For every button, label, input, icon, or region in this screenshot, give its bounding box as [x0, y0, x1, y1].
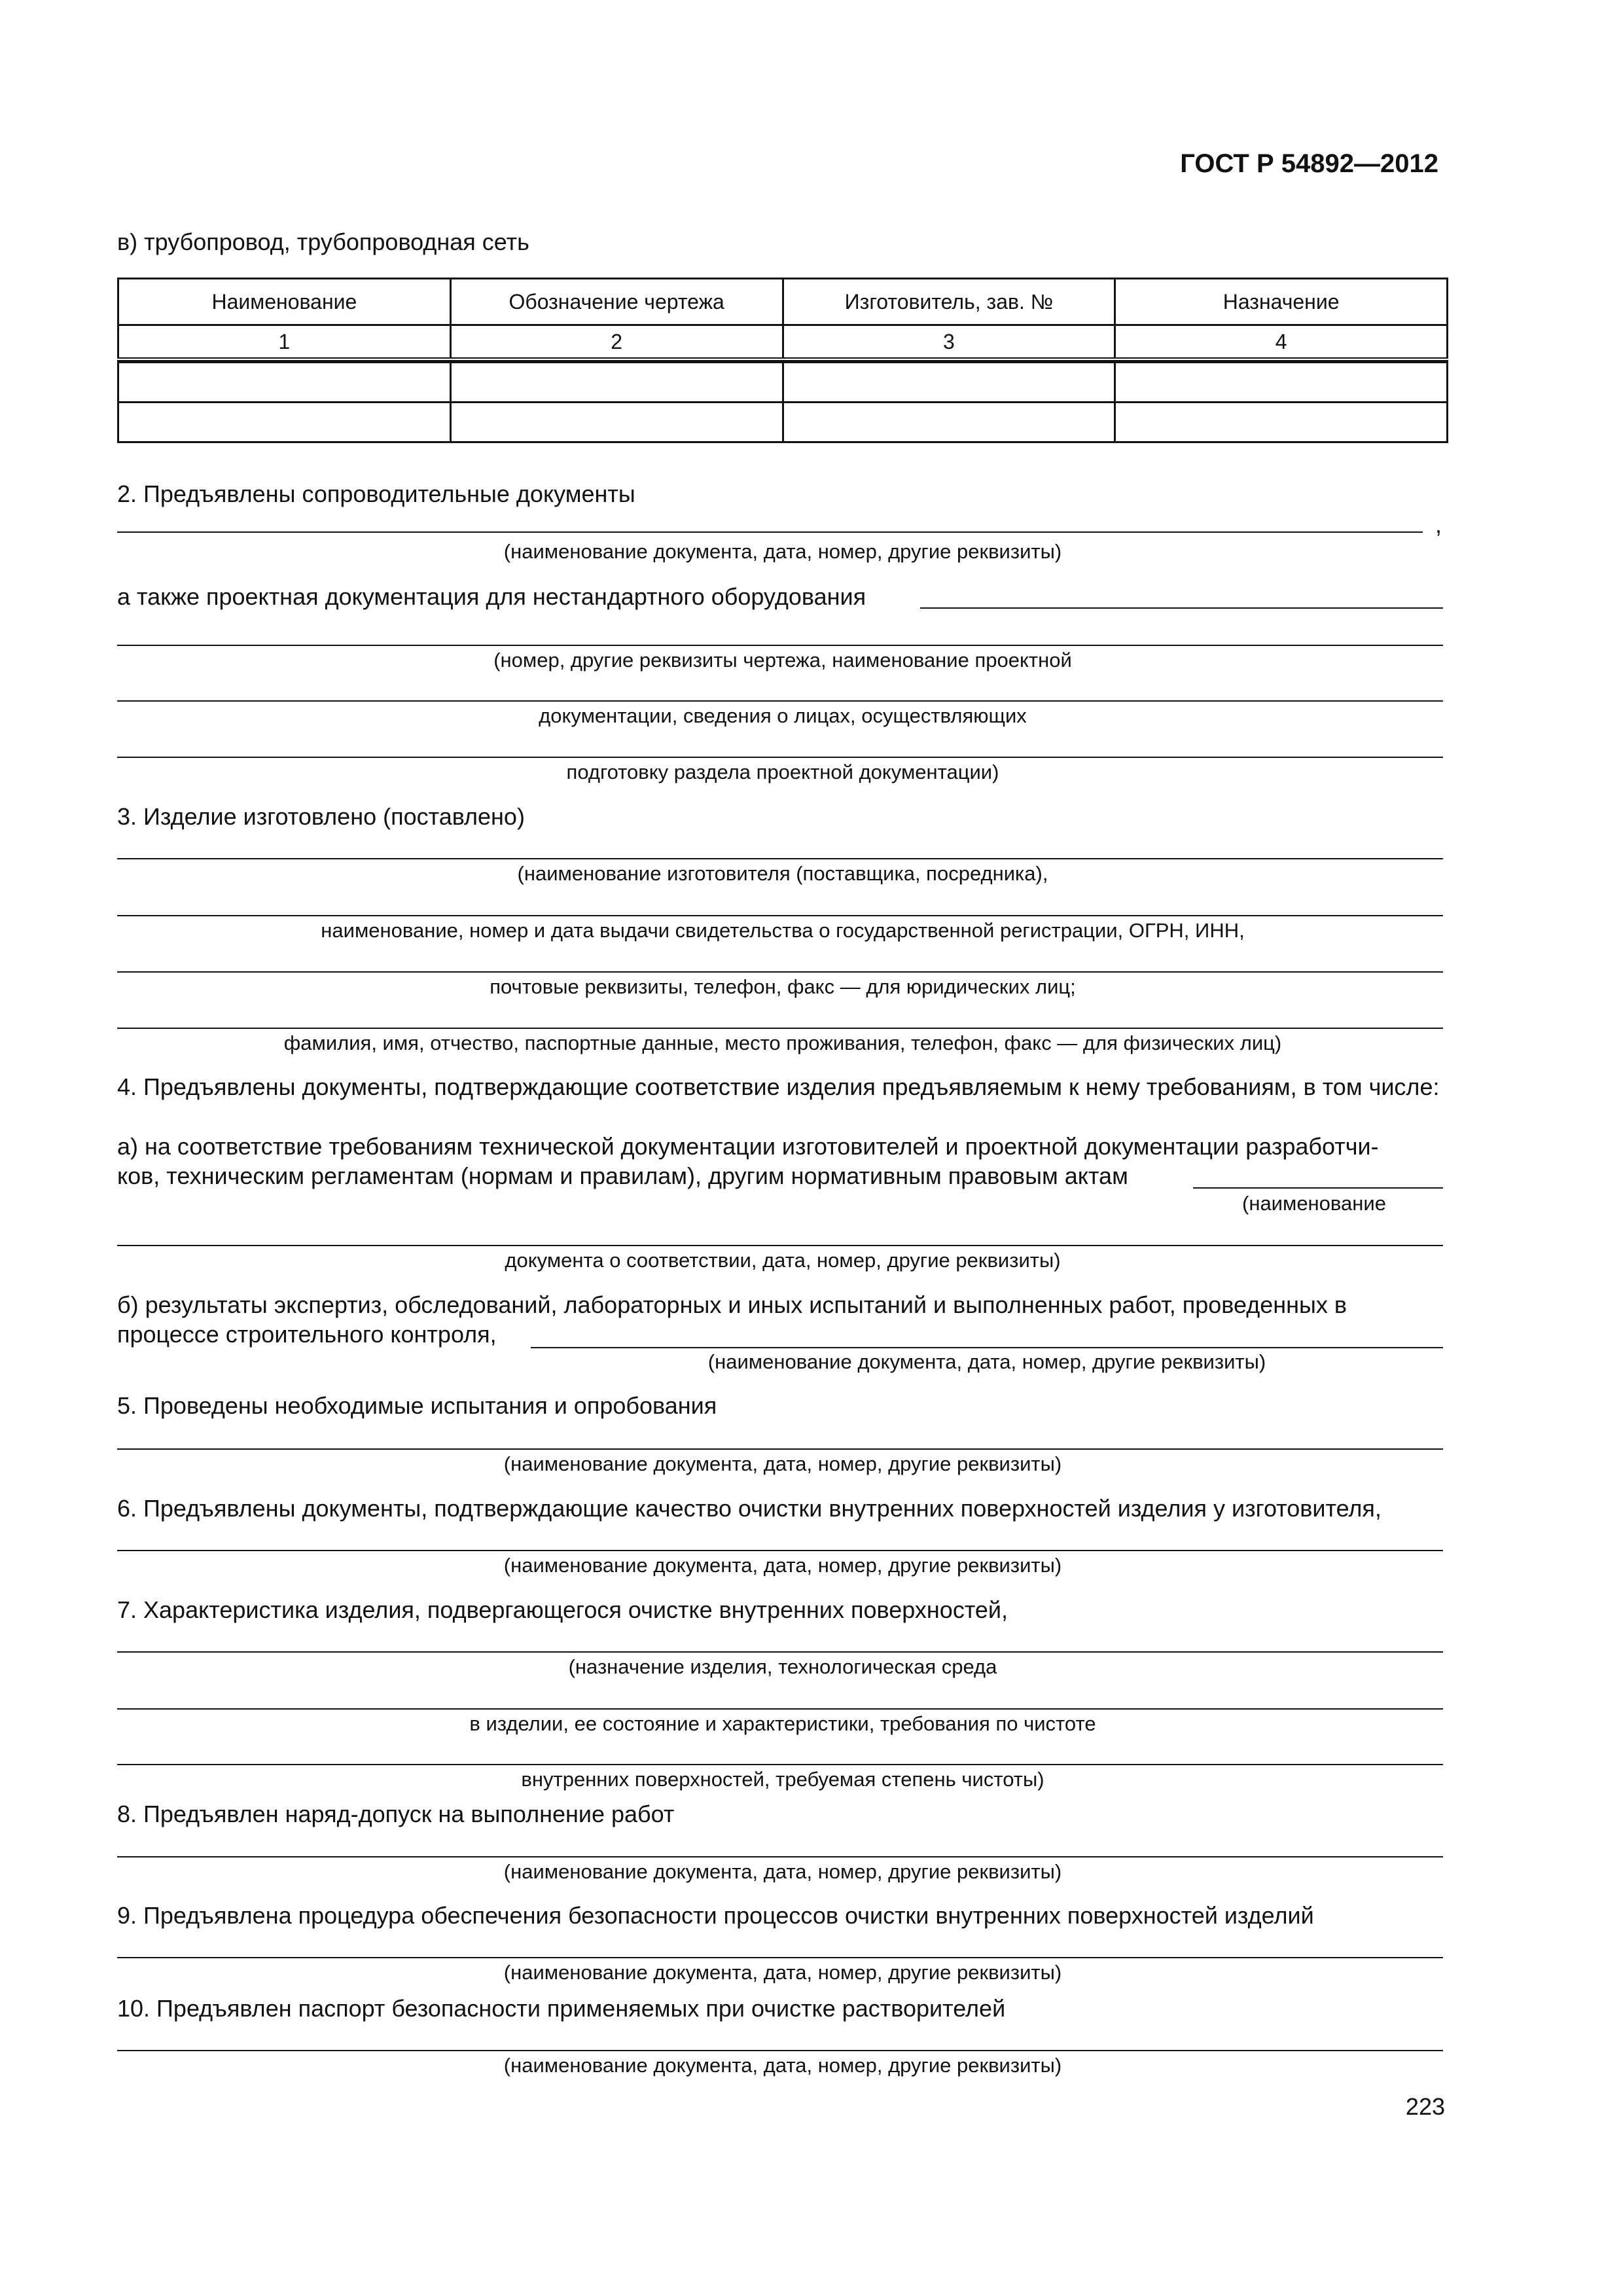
item-7-title: 7. Характеристика изделия, подвергающегося очистке внутренних поверхностей,	[117, 1596, 1008, 1623]
item-5-title: 5. Проведены необходимые испытания и опробования	[117, 1392, 717, 1419]
table-row	[118, 403, 1448, 442]
item-3-caption: фамилия, имя, отчество, паспортные данные, место проживания, телефон, факс — для физических лиц)	[283, 1031, 1282, 1054]
item-8-caption: (наименование документа, дата, номер, другие реквизиты)	[503, 1860, 1062, 1883]
fill-line[interactable]	[117, 1764, 1443, 1765]
table-cell[interactable]	[1115, 363, 1448, 403]
item-3-caption: (наименование изготовителя (поставщика, посредника),	[517, 862, 1048, 885]
item-8-title: 8. Предъявлен наряд-допуск на выполнение работ	[117, 1801, 675, 1827]
item-9-caption: (наименование документа, дата, номер, другие реквизиты)	[503, 1961, 1062, 1984]
table-cell[interactable]	[783, 363, 1115, 403]
fill-line[interactable]	[1193, 1187, 1443, 1189]
fill-line[interactable]	[117, 531, 1423, 533]
table-cell[interactable]	[118, 363, 451, 403]
table-cell[interactable]	[118, 403, 451, 442]
item-10-caption: (наименование документа, дата, номер, другие реквизиты)	[503, 2054, 1062, 2077]
item-4b-line1: б) результаты экспертиз, обследований, лабораторных и иных испытаний и выполненных работ, проведенных в	[117, 1291, 1347, 1318]
pipeline-table	[117, 278, 1448, 443]
item-4a-line1: а) на соответствие требованиям технической документации изготовителей и проектной документации разработчи-	[117, 1133, 1379, 1160]
item-2-title: 2. Предъявлены сопроводительные документы	[117, 480, 635, 507]
item-7-caption: (назначение изделия, технологическая среда	[568, 1655, 997, 1678]
item-6-caption: (наименование документа, дата, номер, другие реквизиты)	[503, 1554, 1062, 1577]
table-cell[interactable]	[783, 403, 1115, 442]
fill-line[interactable]	[117, 971, 1443, 973]
table-header-cell: Обозначение чертежа	[450, 279, 783, 325]
table-number-cell: 1	[118, 325, 451, 360]
fill-line[interactable]	[117, 1245, 1443, 1246]
fill-line[interactable]	[117, 757, 1443, 758]
fill-line[interactable]	[117, 1448, 1443, 1450]
item-5-caption: (наименование документа, дата, номер, другие реквизиты)	[503, 1452, 1062, 1475]
item-4b-caption: (наименование документа, дата, номер, другие реквизиты)	[707, 1350, 1266, 1373]
item-6-title: 6. Предъявлены документы, подтверждающие качество очистки внутренних поверхностей изделия у изготовителя,	[117, 1495, 1382, 1522]
table-header-row	[118, 279, 1448, 325]
fill-line[interactable]	[117, 1957, 1443, 1958]
fill-line[interactable]	[920, 607, 1443, 609]
item-3-caption: почтовые реквизиты, телефон, факс — для юридических лиц;	[490, 975, 1076, 998]
fill-line[interactable]	[117, 645, 1443, 646]
fill-line[interactable]	[117, 1028, 1443, 1029]
fill-line[interactable]	[117, 858, 1443, 859]
item-3-caption: наименование, номер и дата выдачи свидетельства о государственной регистрации, ОГРН, ИНН,	[321, 919, 1245, 942]
table-cell[interactable]	[1115, 403, 1448, 442]
item-7-caption: внутренних поверхностей, требуемая степень чистоты)	[521, 1768, 1044, 1791]
table-number-cell: 4	[1115, 325, 1448, 360]
fill-line[interactable]	[531, 1347, 1443, 1348]
table-number-row	[118, 325, 1448, 360]
item-7-caption: в изделии, ее состояние и характеристики, требования по чистоте	[469, 1712, 1096, 1735]
page-number: 223	[1405, 2093, 1445, 2120]
table-cell[interactable]	[450, 363, 783, 403]
table-header-cell: Наименование	[118, 279, 451, 325]
item-4b-line2: процессе строительного контроля,	[117, 1321, 497, 1348]
item-2-also-text: а также проектная документация для нестандартного оборудования	[117, 583, 866, 610]
item-4a-line2: ков, техническим регламентам (нормам и правилам), другим нормативным правовым актам	[117, 1162, 1128, 1189]
item-3-title: 3. Изделие изготовлено (поставлено)	[117, 803, 525, 830]
fill-line[interactable]	[117, 1550, 1443, 1551]
item-2-caption: (наименование документа, дата, номер, другие реквизиты)	[503, 540, 1062, 563]
section-b-title: в) трубопровод, трубопроводная сеть	[117, 228, 529, 255]
item-2-caption: (номер, другие реквизиты чертежа, наименование проектной	[493, 649, 1072, 672]
fill-line[interactable]	[117, 1708, 1443, 1710]
item-9-title: 9. Предъявлена процедура обеспечения безопасности процессов очистки внутренних поверхностей изделий	[117, 1902, 1314, 1929]
fill-line[interactable]	[117, 2050, 1443, 2051]
table-number-cell: 2	[450, 325, 783, 360]
item-4a-caption: документа о соответствии, дата, номер, другие реквизиты)	[505, 1249, 1061, 1272]
table-header-cell: Назначение	[1115, 279, 1448, 325]
item-10-title: 10. Предъявлен паспорт безопасности применяемых при очистке растворителей	[117, 1995, 1006, 2022]
fill-line[interactable]	[117, 1856, 1443, 1857]
standard-header: ГОСТ Р 54892—2012	[1180, 149, 1438, 178]
table-cell[interactable]	[450, 403, 783, 442]
table-row	[118, 363, 1448, 403]
fill-line[interactable]	[117, 915, 1443, 916]
item-4-title: 4. Предъявлены документы, подтверждающие соответствие изделия предъявляемым к нему требованиям, в том числе:	[117, 1073, 1440, 1100]
fill-line[interactable]	[117, 1651, 1443, 1653]
item-4a-caption: (наименование	[1242, 1192, 1386, 1215]
item-2-caption: документации, сведения о лицах, осуществляющих	[539, 704, 1027, 727]
item-2-caption: подготовку раздела проектной документации)	[566, 761, 999, 783]
table-header-cell: Изготовитель, зав. №	[783, 279, 1115, 325]
fill-line[interactable]	[117, 700, 1443, 702]
comma: ,	[1435, 511, 1442, 538]
table-number-cell: 3	[783, 325, 1115, 360]
